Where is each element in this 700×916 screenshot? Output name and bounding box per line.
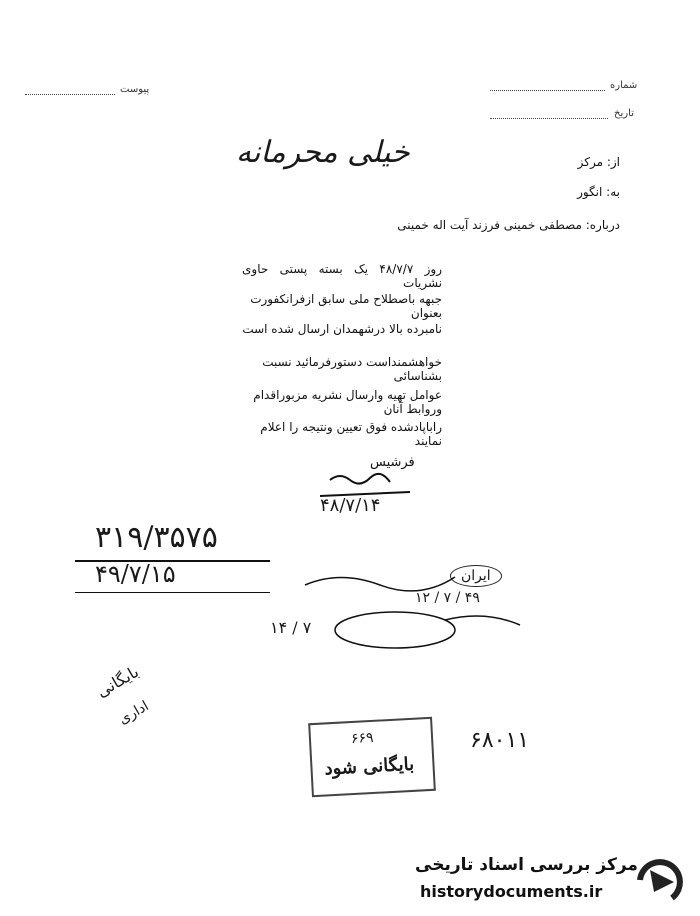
- body-line: عوامل تهیه وارسال نشریه مزبوراقدام وروابط آنان: [253, 388, 442, 416]
- subject-line: درباره: مصطفی خمینی فرزند آیت اله خمینی: [397, 218, 620, 232]
- handwritten-ref-date: ۴۹/۷/۱۵: [95, 560, 176, 588]
- org-logo-icon: [632, 850, 687, 910]
- handwritten-note-iran: ایران: [450, 565, 502, 587]
- archive-number: ۶۸۰۱۱: [470, 728, 530, 753]
- classification-title: خیلی محرمانه: [236, 135, 410, 170]
- handwritten-note-mid: ۱۴ / ۷: [270, 618, 312, 637]
- website-text: historydocuments.ir: [420, 882, 603, 901]
- number-label: شماره: [610, 80, 638, 91]
- attachment-label: پیوست: [120, 84, 150, 95]
- archive-stamp: [308, 717, 436, 797]
- from-line: از: مرکز: [577, 155, 620, 169]
- ref-date-underline: [75, 592, 270, 593]
- scribble-line: [300, 565, 460, 605]
- handwritten-ref-number: ۳۱۹/۳۵۷۵: [95, 520, 218, 555]
- attachment-field-line: [25, 94, 115, 95]
- stamp-text: بایگانی شود: [324, 753, 415, 780]
- body-line: روز ۴۸/۷/۷ یک بسته پستی حاوی نشریات: [242, 262, 442, 290]
- body-line: راباپادشده فوق تعیین ونتیجه را اعلام نمایند: [260, 420, 442, 448]
- stamp-number: ۶۶۹: [350, 729, 374, 748]
- to-line: به: انگور: [577, 185, 620, 199]
- date-field-line: [490, 118, 608, 119]
- date-label: تاریخ: [614, 108, 634, 119]
- handwritten-note-archive: بایگانی: [93, 661, 142, 702]
- handwritten-note-date: ۱۲ / ۷ / ۴۹: [415, 590, 480, 606]
- scribble-loop: [325, 600, 525, 670]
- org-name: مرکز بررسی اسناد تاریخی: [415, 855, 638, 875]
- signature-name: فرشیس: [370, 455, 415, 470]
- number-field-line: [490, 90, 605, 91]
- signature-date: ۴۸/۷/۱۴: [320, 495, 381, 516]
- handwritten-note-office: اداری: [116, 698, 152, 728]
- body-line: نامبرده بالا درشهمدان ارسال شده است: [242, 322, 442, 336]
- body-line: خواهشمنداست دستورفرمائید نسبت بشناسائی: [262, 355, 442, 383]
- body-line: جبهه باصطلاح ملی سابق ازفرانکفورت بعنوان: [250, 292, 442, 320]
